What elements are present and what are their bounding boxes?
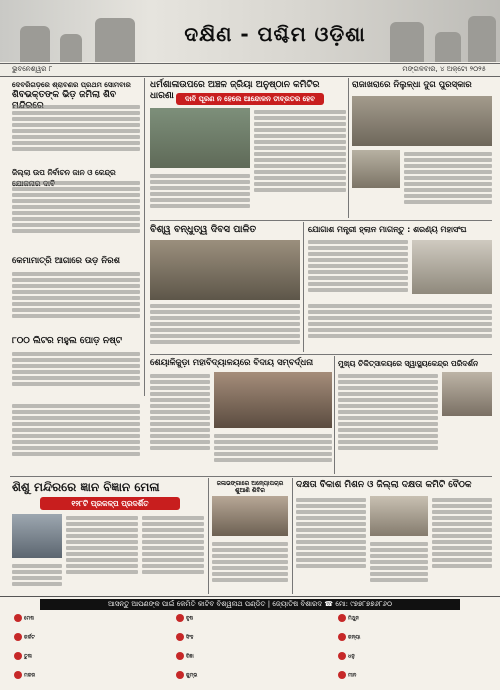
story-photo: [12, 514, 62, 558]
story-photo: [352, 96, 492, 146]
zodiac-icon: [338, 671, 346, 679]
story-body: [12, 270, 140, 332]
story-body: [150, 302, 300, 352]
date-label: ମଙ୍ଗଳବାର, ୪ ଅକ୍ଟୋ ୨୦୨୫: [402, 65, 486, 73]
horoscope-entry: [338, 614, 493, 631]
story-body: [338, 372, 438, 472]
zodiac-label: ବୃଷ: [186, 615, 194, 622]
story-photo: [150, 108, 250, 168]
horoscope-entry: [176, 614, 331, 631]
story-headline: ଧର୍ମଶାଳାଉପରେ ଅଞ୍ଚଳ ଜ୍ରିୟା ଅନୁଷ୍ଠାନ କମିଟିର ଧାରଣା: [150, 80, 320, 101]
column-divider: [292, 478, 293, 594]
story-body: [432, 496, 492, 594]
story-headline: ଶିବଭକ୍ତଙ୍କ ଭିଡ଼ ଜମିଲା ଶିବ: [12, 90, 117, 100]
story-photo: [442, 372, 492, 416]
story-headline: ଦେବରିଗଡ଼ରେ ଶ୍ରାବଣର ପ୍ରଥମ ସୋମବାର: [12, 81, 131, 89]
story-body: [150, 172, 250, 218]
story-body: [308, 302, 492, 346]
story-photo: [352, 150, 400, 188]
story-body: [12, 562, 62, 594]
story-photo: [412, 240, 492, 294]
story-headline: କେମାମାତ୍ରି ଆଗାରେ ଉଡ଼ ନିରଶ: [12, 256, 120, 266]
story-body: [254, 108, 346, 218]
zodiac-label: କର୍କଟ: [24, 634, 35, 641]
section-rule: [150, 354, 492, 355]
story-body: [404, 150, 492, 218]
story-photo: [150, 240, 300, 300]
horoscope-entry: [14, 671, 169, 688]
page-label: ଭୁବନେଶ୍ୱର ୮: [12, 65, 53, 73]
story-body: [66, 514, 138, 594]
zodiac-label: ମିଥୁନ: [348, 615, 359, 622]
zodiac-icon: [176, 614, 184, 622]
zodiac-icon: [14, 652, 22, 660]
zodiac-icon: [338, 614, 346, 622]
story-photo: [214, 372, 332, 428]
story-headline: ଦକ୍ଷତା ବିକାଶ ମିଶନ ଓ ଜିଲ୍ଲା ଦକ୍ଷତା କମିଟି ବୈଠକ: [296, 480, 472, 490]
story-headline: ରାଜାଖରାରେ ନିଲୁଳ୍ଧା ଦୁଗ ପୁରସ୍କାର: [352, 80, 472, 90]
story-body: [150, 372, 210, 472]
zodiac-icon: [14, 614, 22, 622]
story-body: [12, 179, 140, 251]
zodiac-label: ସିଂହ: [186, 634, 194, 641]
horoscope-entry: [14, 652, 169, 669]
story-headline: ଶିଶୁ ମନ୍ଦିରରେ ଜ୍ଞାନ ବିଜ୍ଞାନ ମେଳା: [12, 480, 160, 494]
story-body: [370, 540, 428, 594]
section-rule: [10, 476, 492, 477]
story-headline: ଶେୟାଳିଜୁଡ଼ା ମହାବିଦ୍ୟାଳୟରେ ବିଦାୟ ସମ୍ବର୍ଦ୍ଧନା: [150, 358, 314, 368]
horoscope-entry: [176, 652, 331, 669]
zodiac-label: କୁମ୍ଭ: [186, 672, 198, 679]
story-headline: ୮୦୦ ଲିଟର ମହୁଲ ପୋଡ଼ ନଷ୍ଟ: [12, 336, 123, 346]
story-body: [142, 514, 204, 594]
banner-figure: [95, 18, 135, 62]
horoscope-entry: [338, 652, 493, 669]
story-highlight: ୧୨୮ଟି ପ୍ରକଳ୍ପ ପ୍ରଦର୍ଶିତ: [40, 497, 180, 510]
date-line: [0, 63, 500, 77]
zodiac-label: ମେଷ: [24, 615, 34, 622]
story-body: [212, 540, 288, 594]
zodiac-icon: [338, 633, 346, 641]
zodiac-icon: [176, 671, 184, 679]
zodiac-icon: [14, 671, 22, 679]
story-body: [296, 496, 366, 594]
column-divider: [348, 78, 349, 218]
story-headline: ଜିଲ୍ଲା ଉପ ନିର୍ବାଚନ ଜାନ ଓ କେନ୍ଦ୍ର: [12, 168, 116, 177]
story-highlight: ଦାବି ପୂରଣ ନ ହେଲେ ଆନ୍ଦୋଳନ ତୀବ୍ରତର ହେବ: [176, 93, 324, 105]
zodiac-label: ବିଛା: [186, 653, 194, 660]
banner-figure: [435, 32, 461, 62]
banner-figure: [60, 34, 82, 62]
story-body: [214, 432, 332, 472]
footer-banner: ଆସନ୍ତୁ ଆପଣଙ୍କ ପାଇଁ କେମିତି କାଟିବ ବିଶ୍ୱନାଥ ପଣ୍ଡିତ | ଜ୍ୟୋତିଷ ବିଶାରଦ ☎ ମୋ: ୯୭୭୮୭୭୬୮୬୦: [40, 599, 460, 610]
story-body: [12, 402, 140, 472]
zodiac-label: କନ୍ୟା: [348, 634, 361, 641]
zodiac-icon: [176, 633, 184, 641]
horoscope-entry: [176, 633, 331, 650]
masthead-title: ଦକ୍ଷିଣ - ପଶ୍ଚିମ ଓଡ଼ିଶା: [184, 22, 366, 46]
story-headline: ଜଳାଭଙ୍ଗାରେ ଅନ୍ୟୋପଚାର ଶୁଆଣି ଶିବିର: [216, 480, 284, 494]
story-body: [12, 103, 140, 165]
zodiac-icon: [176, 652, 184, 660]
column-divider: [303, 222, 304, 352]
zodiac-icon: [14, 633, 22, 641]
horoscope-entry: [338, 671, 493, 688]
horoscope-entry: [338, 633, 493, 650]
story-headline: ଯୋଗାଶ ମନ୍ତ୍ରୀ ହ୍ଲାନ ମାଗନ୍ତୁ : ଶରଣ୍ୟ ମହାସଂଘ: [308, 225, 467, 234]
story-photo: [370, 496, 428, 536]
story-headline: ବିଶ୍ୱ ବନ୍ଧୁତ୍ୱ ଦିବସ ପାଳିତ: [150, 224, 257, 235]
story-body: [12, 350, 140, 398]
zodiac-label: ମକର: [24, 672, 36, 679]
masthead-banner: [0, 0, 500, 62]
zodiac-label: ମୀନ: [348, 672, 357, 679]
column-divider: [334, 356, 335, 474]
horoscope-footer: [0, 596, 500, 690]
banner-figure: [390, 22, 424, 62]
zodiac-label: ତୁଳା: [24, 653, 32, 660]
story-headline: ମୁଖ୍ୟ ଚିକିତ୍ସାଳୟରେ ସ୍ୱାସ୍ଥ୍ୟକେନ୍ଦ୍ର ପରିଦର୍ଶନ: [338, 359, 479, 368]
section-rule: [150, 220, 492, 221]
banner-figure: [468, 16, 496, 62]
horoscope-entry: [14, 614, 169, 631]
story-photo: [212, 496, 288, 536]
column-divider: [208, 478, 209, 594]
banner-figure: [20, 26, 50, 62]
horoscope-entry: [176, 671, 331, 688]
story-body: [308, 238, 408, 302]
horoscope-entry: [14, 633, 169, 650]
zodiac-icon: [338, 652, 346, 660]
column-divider: [144, 78, 145, 396]
zodiac-label: ଧନୁ: [348, 653, 355, 660]
